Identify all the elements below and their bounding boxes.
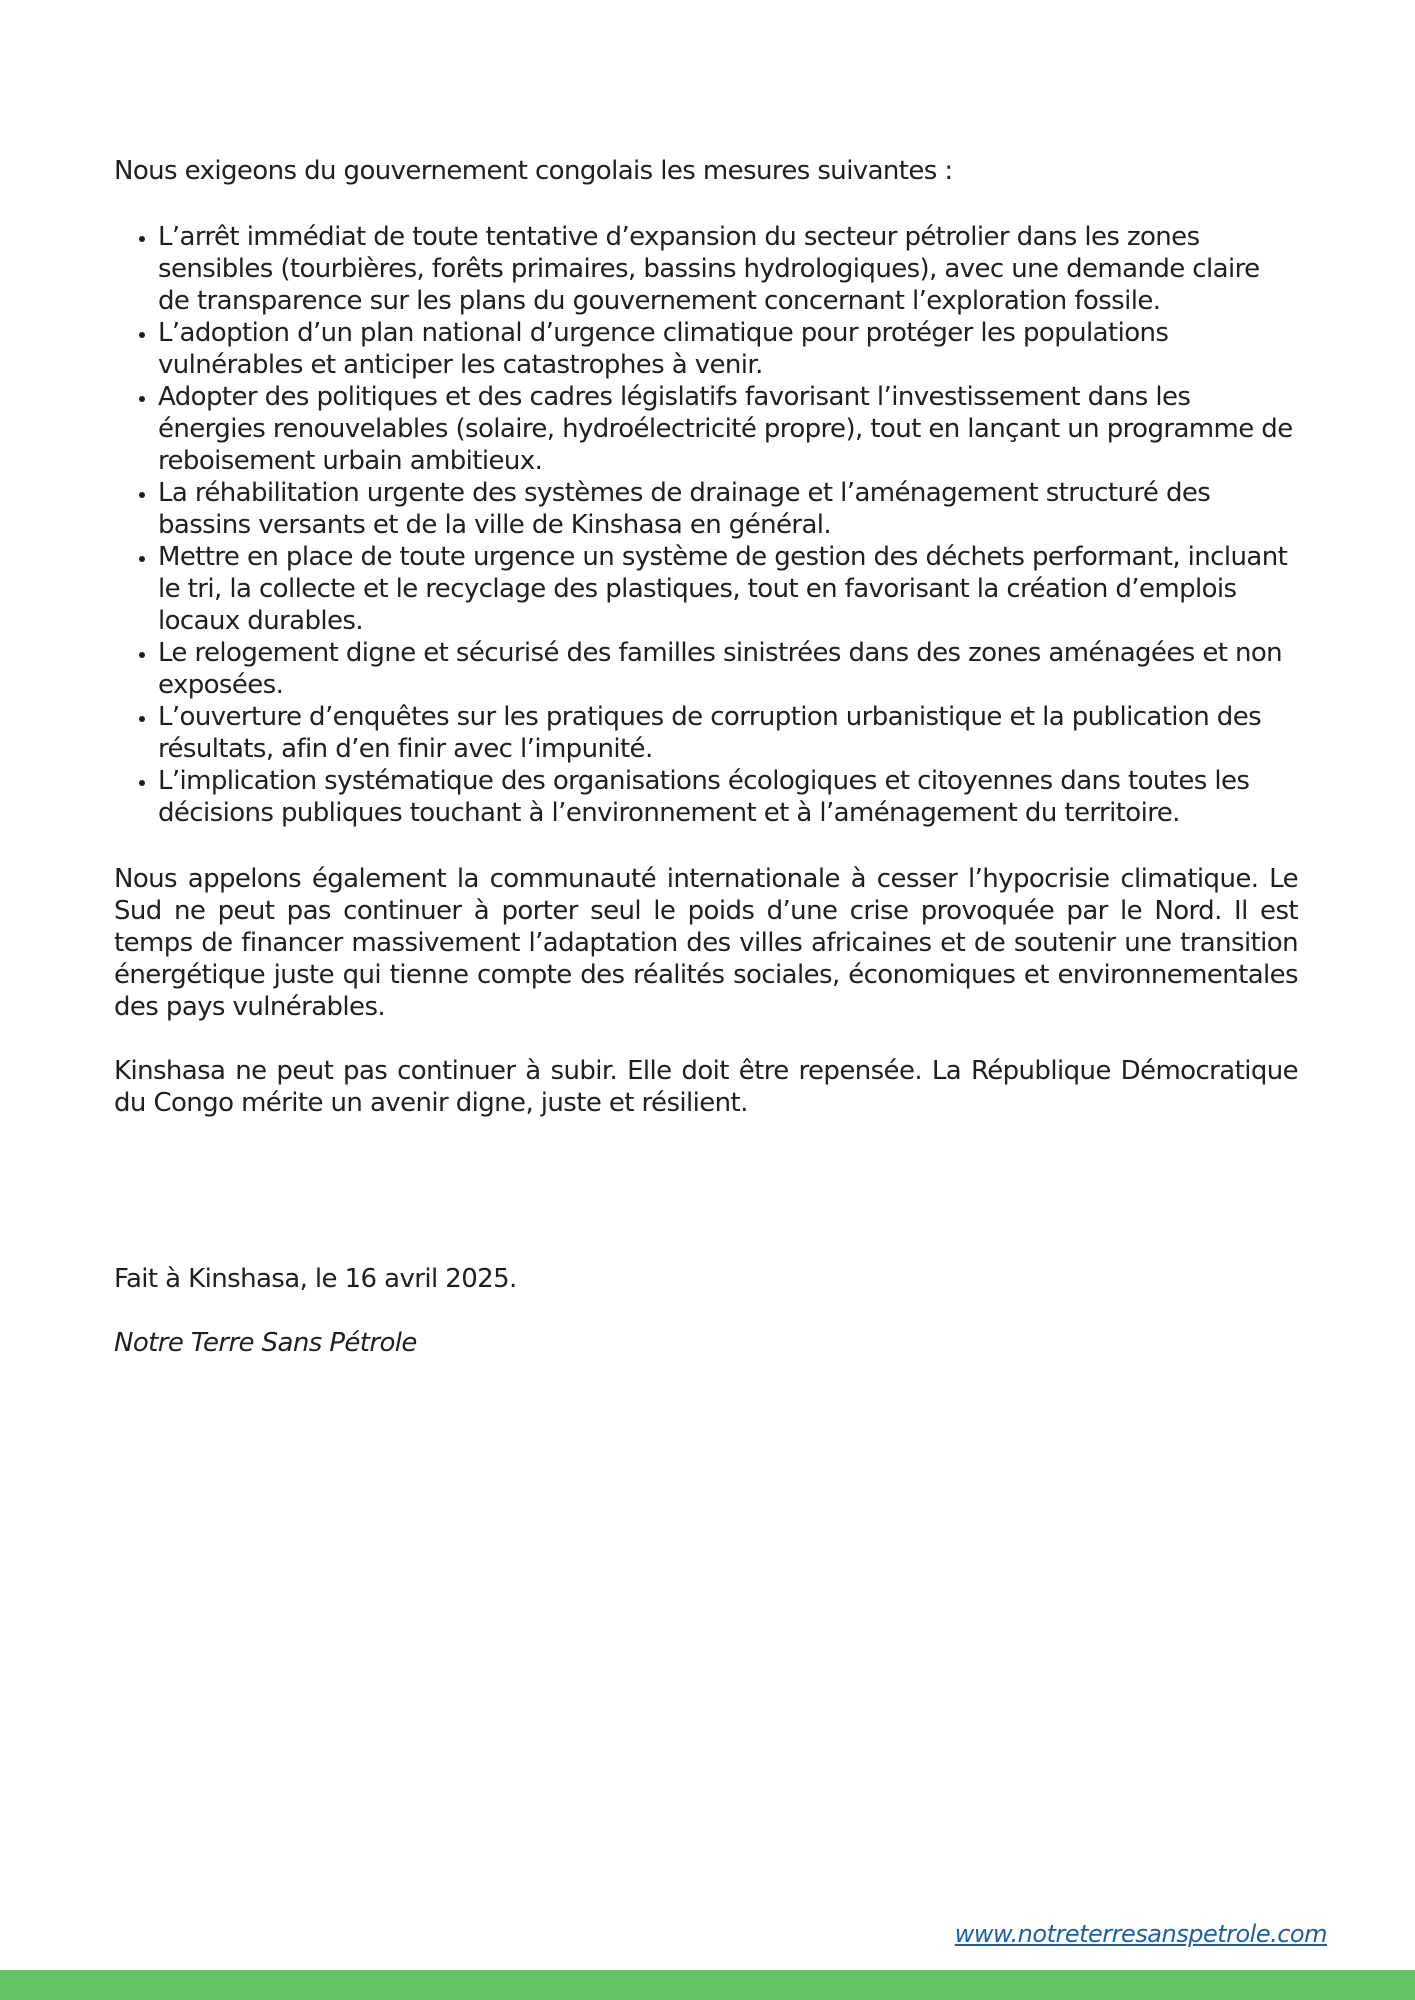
list-item: • Adopter des politiques et des cadres législatifs favorisant l’investissement dans les énergies renouvelables (solaire, hydroélectricité propre), tout en lançant un programme de reboisement urbain ambitieux.: [158, 381, 1298, 477]
list-item: • Mettre en place de toute urgence un système de gestion des déchets performant, incluant le tri, la collecte et le recyclage des plastiques, tout en favorisant la création d’emplois locaux durables.: [158, 541, 1298, 637]
list-item: • L’arrêt immédiat de toute tentative d’expansion du secteur pétrolier dans les zones sensibles (tourbières, forêts primaires, bassins hydrologiques), avec une demande claire de transparence sur les plans du gouvernement concernant l’exploration fossile.: [158, 221, 1298, 317]
list-item: • L’ouverture d’enquêtes sur les pratiques de corruption urbanistique et la publication des résultats, afin d’en finir avec l’impunité.: [158, 701, 1298, 765]
international-paragraph: Nous appelons également la communauté internationale à cesser l’hypocrisie climatique. Le Sud ne peut pas continuer à porter seul le poids d’une crise provoquée par le Nord. Il est temps de financer massivement l’adaptation des villes africaines et de soutenir une transition énergétique juste qui tienne compte des réalités sociales, économiques et environnementales des pays vulnérables.: [114, 864, 1298, 1022]
kinshasa-paragraph: Kinshasa ne peut pas continuer à subir. Elle doit être repensée. La République Démocratique du Congo mérite un avenir digne, juste et résilient.: [114, 1056, 1298, 1118]
list-item: • L’implication systématique des organisations écologiques et citoyennes dans toutes les décisions publiques touchant à l’environnement et à l’aménagement du territoire.: [158, 765, 1298, 829]
list-item: • L’adoption d’un plan national d’urgence climatique pour protéger les populations vulnérables et anticiper les catastrophes à venir.: [158, 317, 1298, 381]
document-body: [114, 155, 1298, 1359]
demands-list: [114, 221, 1298, 829]
signature-organization: Notre Terre Sans Pétrole: [114, 1328, 417, 1358]
list-item: • La réhabilitation urgente des systèmes de drainage et l’aménagement structuré des bassins versants et de la ville de Kinshasa en général.: [158, 477, 1298, 541]
website-link[interactable]: www.notreterresanspetrole.com: [954, 1920, 1327, 1948]
date-line: Fait à Kinshasa, le 16 avril 2025.: [114, 1264, 517, 1294]
list-item: • Le relogement digne et sécurisé des familles sinistrées dans des zones aménagées et non exposées.: [158, 637, 1298, 701]
intro-text: Nous exigeons du gouvernement congolais les mesures suivantes :: [114, 156, 953, 186]
footer-bar: [0, 1970, 1415, 2000]
spacer: [114, 1151, 1298, 1263]
